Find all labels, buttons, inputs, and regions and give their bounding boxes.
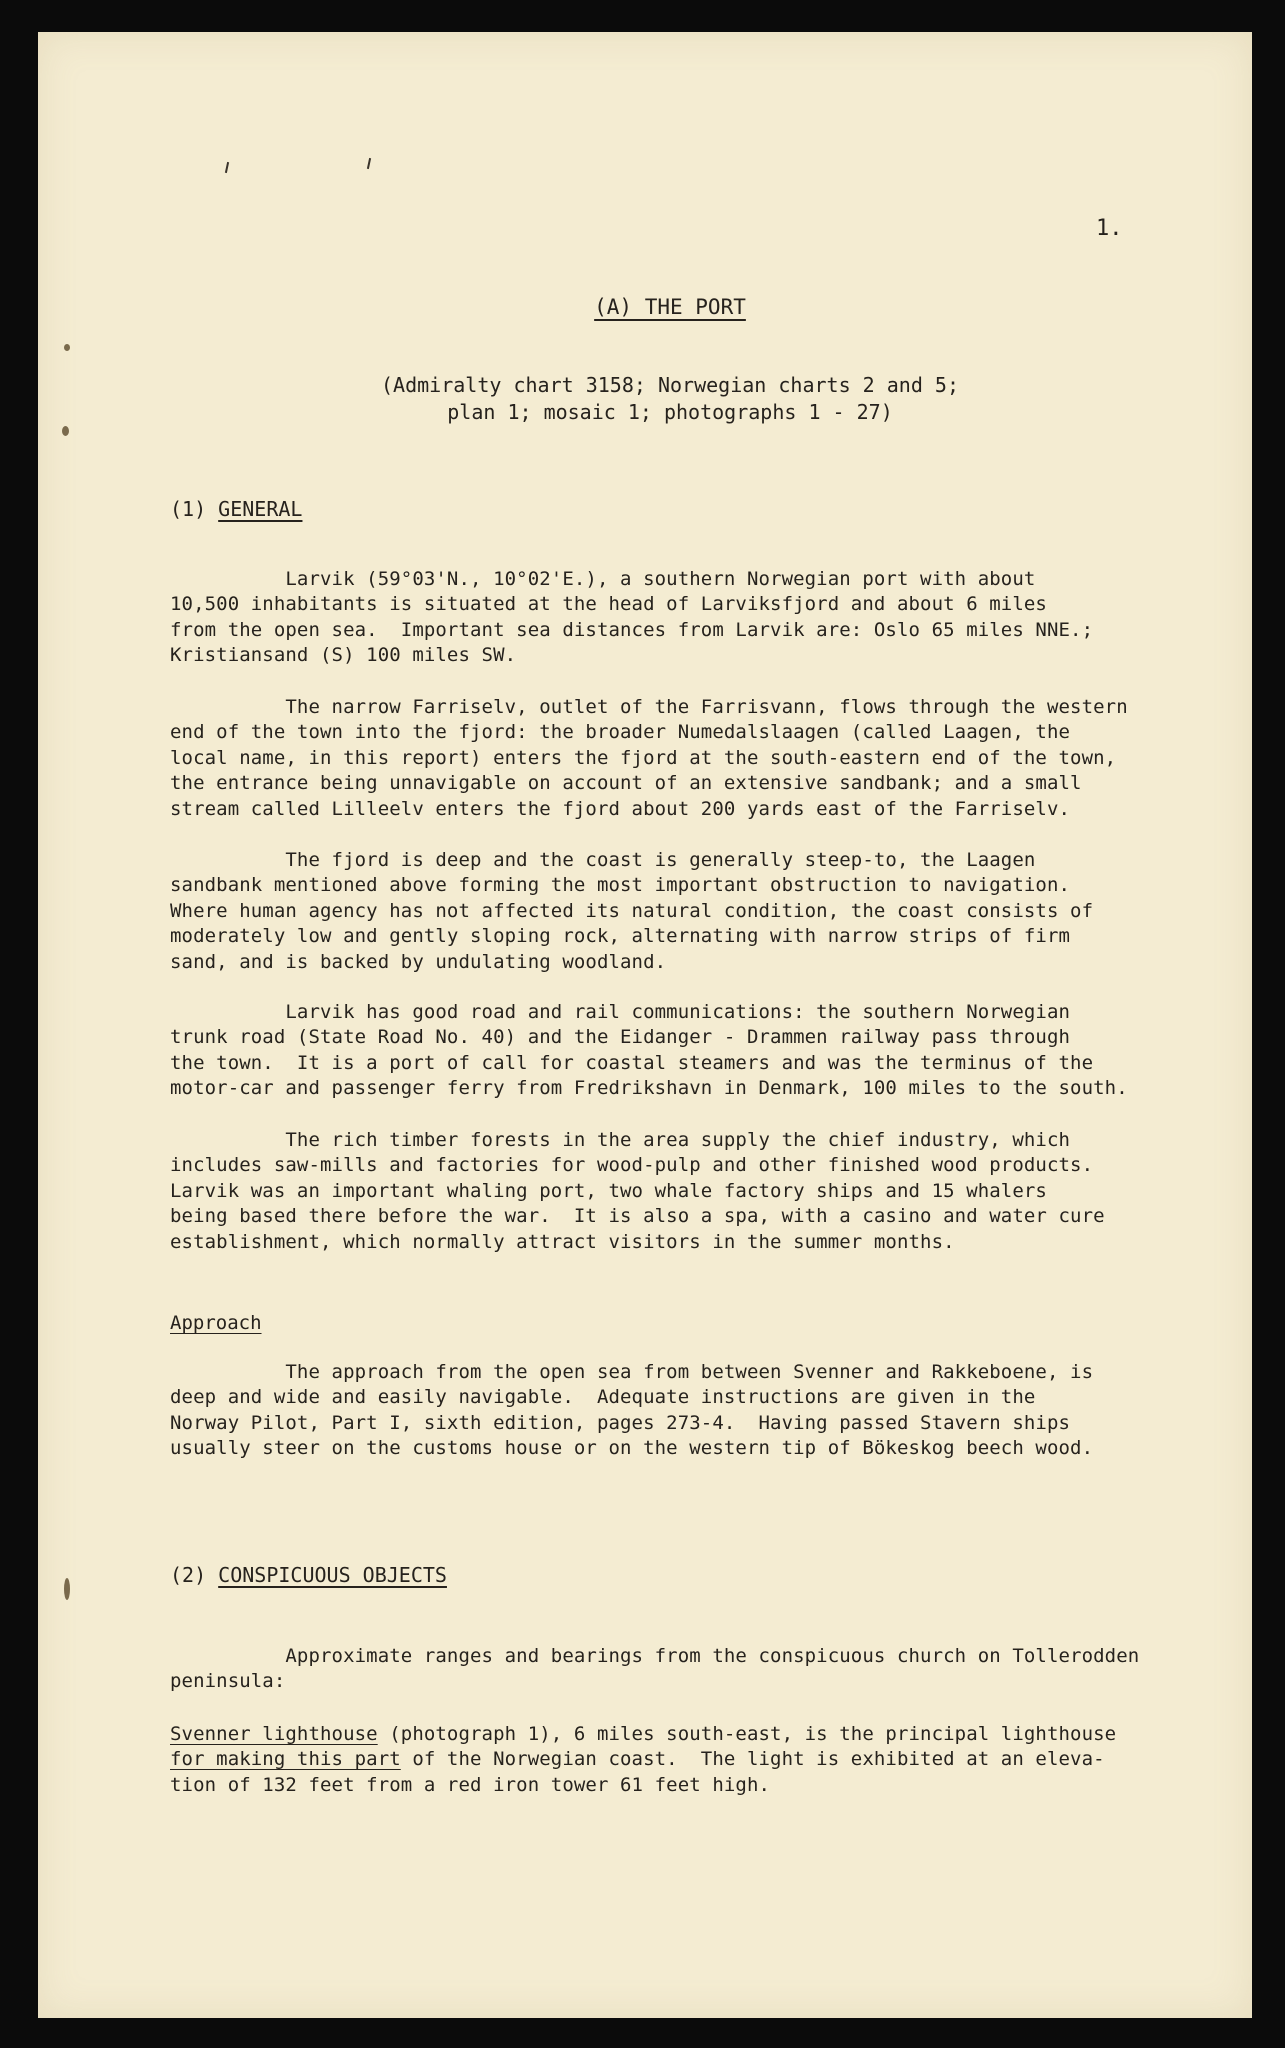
chart-references-line: plan 1; mosaic 1; photographs 1 - 27) [447,400,893,424]
section-title: Approach [170,1312,262,1334]
paragraph-general-1: Larvik (59°03'N., 10°02'E.), a southern Norwegian port with about 10,500 inhabitants is situated at the head of Larviksfjord and about 6 miles from the open sea. Important sea distances from Larvik are: Oslo 65 miles NNE.; Kristiansand (S) 100 miles SW. [170,568,1094,667]
page-title: (A) THE PORT [594,295,746,319]
section-heading-general [170,496,302,522]
svenner-text: of the Norwegian coast. The light is exhibited at an eleva- [400,1748,1105,1771]
svenner-text: (photograph 1), 6 miles south-east, is the principal lighthouse [377,1723,1117,1745]
margin-tick-mark [225,162,229,173]
margin-punch-mark [64,344,70,351]
chart-references-line: (Admiralty chart 3158; Norwegian charts 2 and 5; [381,373,959,397]
paragraph-general-3: The fjord is deep and the coast is generally steep-to, the Laagen sandbank mentioned above forming the most important obstruction to navigation. Where human agency has not affected its natural condition, the coast consists of moderately low and gently sloping rock, alternating with narrow strips of firm sand, and is backed by undulating woodland. [170,849,1094,973]
paragraph-approach-1: The approach from the open sea from between Svenner and Rakkeboene, is deep and wide and easily navigable. Adequate instructions are given in the Norway Pilot, Part I, sixth edition, pages 273-4. Having passed Stavern ships usually steer on the customs house or on the western tip of Bökeskog beech wood. [170,1361,1094,1460]
page-number: 1. [1096,216,1123,241]
margin-punch-mark [62,426,69,436]
margin-punch-mark [64,1578,70,1600]
paragraph-general-5: The rich timber forests in the area supply the chief industry, which includes saw-mills and factories for wood-pulp and other finished wood products. Larvik was an important whaling port, two whale factory ships and 15 whalers being based there before the war. It is also a spa, with a casino and water cure establishment, which normally attract visitors in the summer months. [170,1129,1105,1253]
section-title: GENERAL [218,497,303,521]
margin-tick-mark [367,158,371,169]
section-title: CONSPICUOUS OBJECTS [218,1563,447,1587]
document-page [38,32,1252,2018]
section-number: (2) [170,1563,207,1587]
svenner-text: tion of 132 feet from a red iron tower 61 feet high. [170,1773,771,1796]
section-number: (1) [170,497,207,521]
paragraph-svenner-lighthouse [170,1722,1220,1798]
section-heading-conspicuous-objects [170,1562,447,1588]
paragraph-general-2: The narrow Farriselv, outlet of the Farrisvann, flows through the western end of the town into the fjord: the broader Numedalslaagen (called Laagen, the local name, in this report) enters the fjord at the south-eastern end of the town, the entrance being unnavigable on account of an extensive sandbank; and a small stream called Lilleelv enters the fjord about 200 yards east of the Farriselv. [170,696,1128,820]
paragraph-conspicuous-1: Approximate ranges and bearings from the conspicuous church on Tollerodden peninsula: [170,1645,1140,1693]
paragraph-general-4: Larvik has good road and rail communications: the southern Norwegian trunk road (State Road No. 40) and the Eidanger - Drammen railway pass through the town. It is a port of call for coastal steamers and was the terminus of the motor-car and passenger ferry from Fredrikshavn in Denmark, 100 miles to the south. [170,1001,1128,1100]
section-heading-approach [170,1310,262,1336]
svenner-text-underlined: for making this part [170,1748,401,1771]
chart-references [170,372,1170,426]
svenner-lighthouse-name: Svenner lighthouse [170,1723,378,1745]
